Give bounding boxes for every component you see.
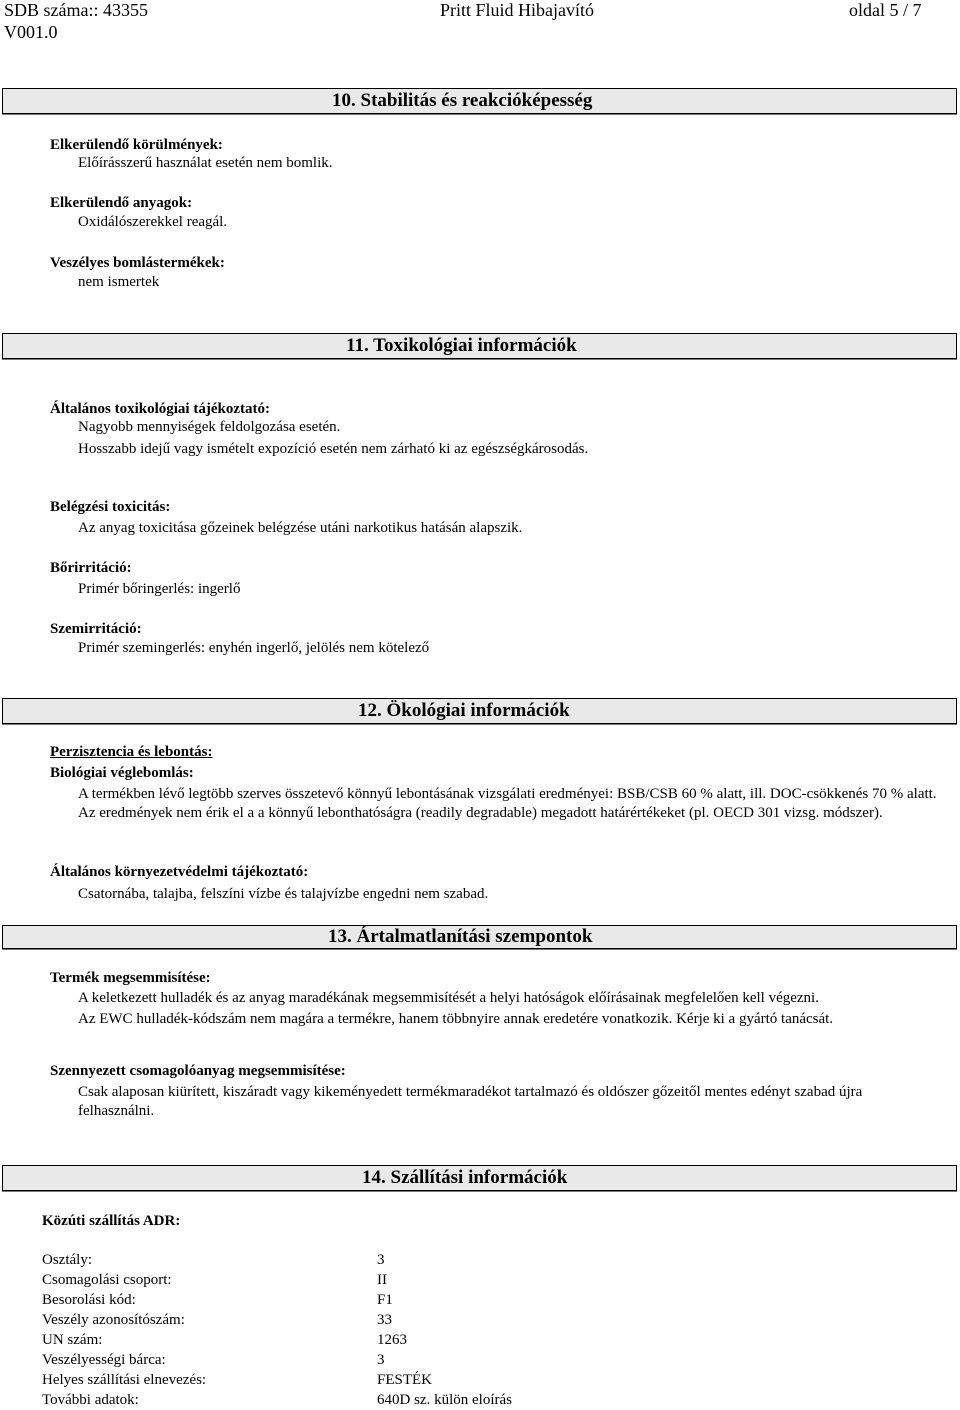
eye-irritation-text: Primér szemingerlés: enyhén ingerlő, jelölés nem kötelező [78,640,430,656]
section-12-title: 12. Ökológiai információk [358,700,570,721]
transport-value: 3 [377,1352,385,1368]
transport-key: Csomagolási csoport: [42,1272,172,1288]
section-13-title: 13. Ártalmatlanítási szempontok [328,926,593,947]
transport-value: FESTÉK [377,1372,433,1388]
transport-key: Besorolási kód: [42,1292,136,1308]
inhalation-label: Belégzési toxicitás: [50,499,171,515]
transport-key: Helyes szállítási elnevezés: [42,1372,207,1388]
transport-key: Veszélyességi bárca: [42,1352,166,1368]
persistence-label: Perzisztencia és lebontás: [50,744,213,760]
transport-value: II [377,1272,387,1288]
section-11-title: 11. Toxikológiai információk [346,335,577,356]
general-tox-text-1: Nagyobb mennyiségek feldolgozása esetén. [78,419,341,435]
section-10-title: 10. Stabilitás és reakcióképesség [332,90,593,111]
transport-value: 3 [377,1252,385,1268]
avoid-conditions-text: Előírásszerű használat esetén nem bomlik. [78,155,333,171]
decomposition-label: Veszélyes bomlástermékek: [50,255,225,271]
packaging-disposal-label: Szennyezett csomagolóanyag megsemmisítése: [50,1063,346,1079]
decomposition-text: nem ismertek [78,274,160,290]
env-info-label: Általános környezetvédelmi tájékoztató: [50,864,309,880]
transport-value: 640D sz. külön eloírás [377,1392,512,1408]
product-disposal-label: Termék megsemmisítése: [50,970,211,986]
avoid-conditions-label: Elkerülendő körülmények: [50,137,223,153]
product-disposal-text-2: Az EWC hulladék-kódszám nem magára a termékre, hanem többnyire annak eredetére vonatkozik. Kérje ki a gyártó tanácsát. [78,1011,834,1027]
sdb-number: SDB száma:: 43355 [4,0,148,20]
adr-label: Közúti szállítás ADR: [42,1213,181,1229]
transport-key: UN szám: [42,1332,103,1348]
avoid-materials-label: Elkerülendő anyagok: [50,195,193,211]
packaging-disposal-text: Csak alaposan kiürített, kiszáradt vagy kikeményedett termékmaradékot tartalmazó és oldószer gőzeitől mentes edényt szabad újra felhasználni. [78,1084,863,1119]
transport-value: 1263 [377,1332,407,1348]
biodegradation-label: Biológiai véglebomlás: [50,765,194,781]
product-name: Pritt Fluid Hibajavító [440,0,595,20]
transport-key: Veszély azonosítószám: [42,1312,185,1328]
skin-irritation-text: Primér bőringerlés: ingerlő [78,581,241,597]
transport-value: 33 [377,1312,392,1328]
version: V001.0 [4,22,58,42]
skin-irritation-label: Bőrirritáció: [50,560,132,576]
avoid-materials-text: Oxidálószerekkel reagál. [78,214,228,230]
env-info-text: Csatornába, talajba, felszíni vízbe és talajvízbe engedni nem szabad. [78,886,489,902]
eye-irritation-label: Szemirritáció: [50,621,142,637]
page-number: oldal 5 / 7 [849,0,922,20]
general-tox-label: Általános toxikológiai tájékoztató: [50,401,270,417]
product-disposal-text-1: A keletkezett hulladék és az anyag maradékának megsemmisítését a helyi hatóságok előírásainak megfelelően kell végezni. [78,990,819,1006]
biodegradation-text: A termékben lévő legtöbb szerves összetevő könnyű lebontásának vizsgálati eredményei: BSB/CSB 60 % alatt, ill. DOC-csökkenés 70 % alatt. Az eredmények nem érik el a a könnyű lebonthatóságra (readily degradable) megadott határértékeket (pl. OECD 301 vizsg. módszer). [78,786,937,821]
transport-value: F1 [377,1292,393,1308]
transport-key: További adatok: [42,1392,139,1408]
inhalation-text: Az anyag toxicitása gőzeinek belégzése utáni narkotikus hatásán alapszik. [78,520,523,536]
general-tox-text-2: Hosszabb idejű vagy ismételt expozíció esetén nem zárható ki az egészségkárosodás. [78,441,589,457]
section-14-title: 14. Szállítási információk [362,1167,568,1188]
transport-key: Osztály: [42,1252,92,1268]
